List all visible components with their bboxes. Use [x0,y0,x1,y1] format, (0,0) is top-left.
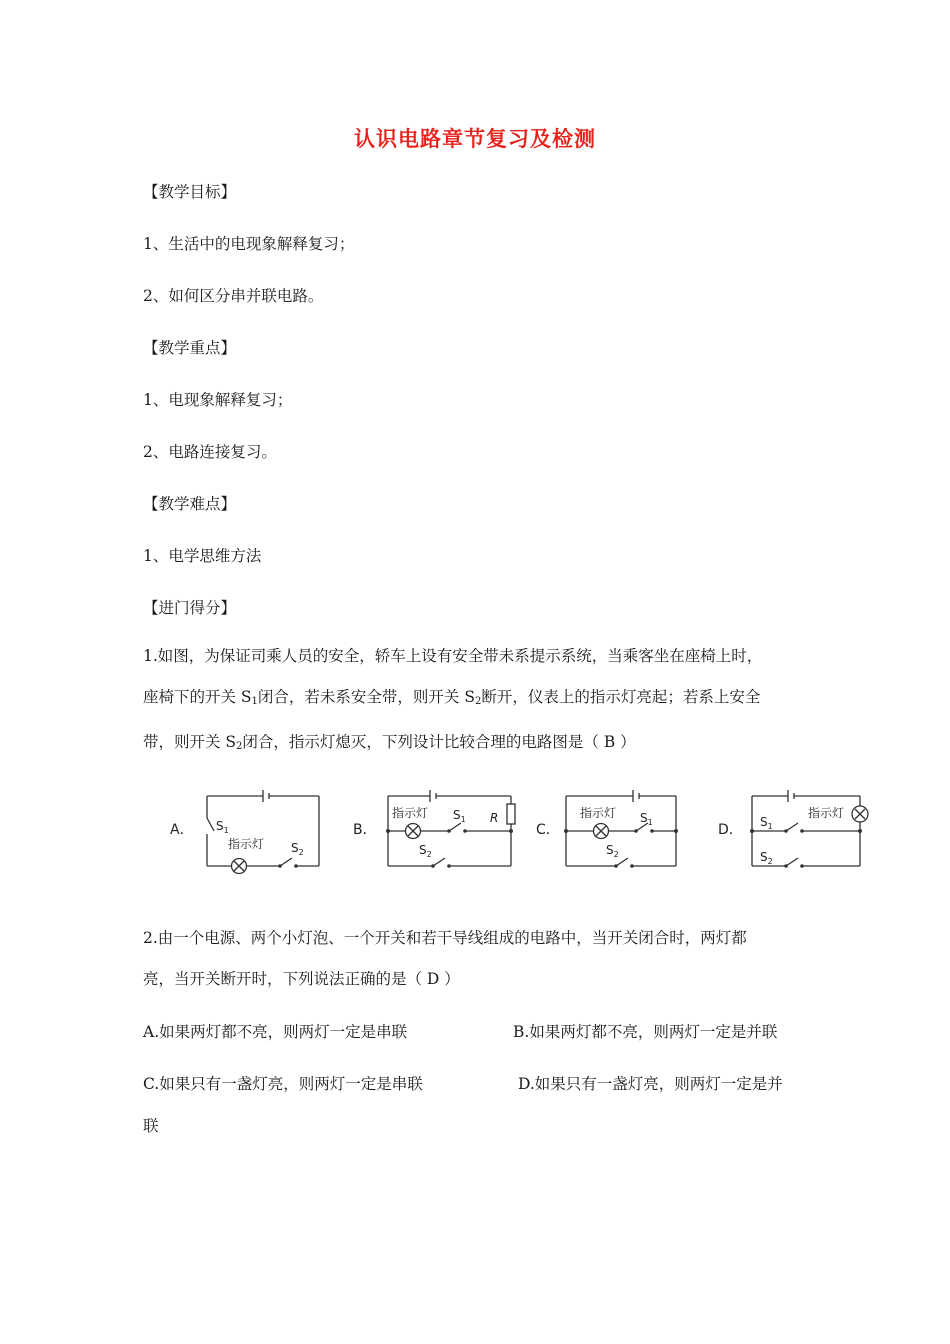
circuit-figure-b [353,786,523,878]
q2-option-b: B.如果两灯都不亮，则两灯一定是并联 [513,1023,778,1041]
key-item-2: 2、电路连接复习。 [143,443,277,461]
fig-c-lamp-label: 指示灯 [580,806,617,820]
svg-text:S1: $S_1$ [216,819,229,835]
section-heading-key: 【教学重点】 [143,339,237,357]
goal-item-1: 1、生活中的电现象解释复习； [143,235,355,253]
fig-b-label: B． [353,822,377,838]
svg-text:S2: $S_2$ [291,841,304,857]
difficulty-item-1: 1、电学思维方法 [143,547,262,565]
q2-option-d: D.如果只有一盏灯亮，则两灯一定是并 [518,1075,783,1093]
fig-d-label: D． [718,822,743,838]
svg-text:S2: $S_2$ [606,843,619,859]
q1-line-1: 1.如图，为保证司乘人员的安全，轿车上设有安全带未系提示系统，当乘客坐在座椅上时， [143,647,763,665]
section-heading-entry: 【进门得分】 [143,599,237,617]
svg-text:S2: $S_2$ [760,850,773,866]
q2-line-2: 亮，当开关断开时，下列说法正确的是（ D ） [143,970,460,988]
fig-c-label: C． [536,822,560,838]
question-2 [143,918,813,1000]
q1-line-3: 带，则开关 $S_2$闭合，指示灯熄灭，下列设计比较合理的电路图是（ B ） [143,733,636,752]
svg-text:R: R [490,811,499,825]
q2-line-1: 2.由一个电源、两个小灯泡、一个开关和若干导线组成的电路中，当开关闭合时，两灯都 [143,929,747,947]
q1-line-2: 座椅下的开关 $S_1$闭合，若未系安全带，则开关 $S_2$断开，仪表上的指示灯亮起；若系上安全 [143,688,761,707]
section-heading-goal: 【教学目标】 [143,183,237,201]
circuit-figure-a [168,786,328,878]
goal-item-2: 2、如何区分串并联电路。 [143,287,324,305]
q2-option-d-continued: 联 [143,1117,159,1135]
circuit-options [168,786,888,878]
q2-option-c: C.如果只有一盏灯亮，则两灯一定是串联 [143,1075,423,1093]
fig-b-lamp-label: 指示灯 [392,806,429,820]
circuit-figure-d [718,786,888,878]
fig-d-lamp-label: 指示灯 [808,806,845,820]
svg-text:S1: $S_1$ [640,811,653,827]
page-title: 认识电路章节复习及检测 [354,127,596,151]
svg-text:S1: $S_1$ [453,808,466,824]
section-heading-difficulty: 【教学难点】 [143,495,237,513]
fig-a-lamp-label: 指示灯 [228,837,265,851]
fig-a-label: A． [170,822,194,838]
key-item-1: 1、电现象解释复习； [143,391,293,409]
svg-text:S1: $S_1$ [760,815,773,831]
svg-text:S2: $S_2$ [419,843,432,859]
circuit-figure-c [536,786,696,878]
q2-option-a: A.如果两灯都不亮，则两灯一定是串联 [143,1023,408,1041]
question-1 [143,636,813,767]
